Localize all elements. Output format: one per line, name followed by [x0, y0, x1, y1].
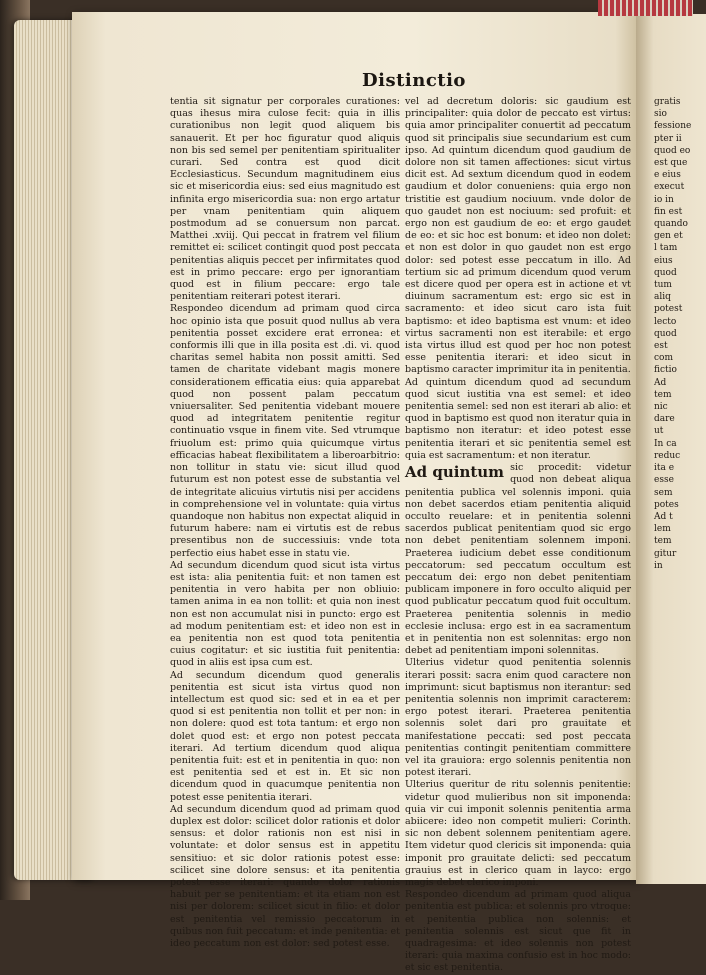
right-page-fragment-line: quod	[654, 267, 677, 278]
right-page-fragment-line: gratis	[654, 97, 681, 107]
right-paragraph: vel ad decretum doloris: sic gaudium est principaliter: quia dolor de peccato est virtus: quia amor principaliter conuertit ad peccatum quod sit principalis siue secundarium est cum ipso. Ad quintum dicendum quod gaudium de dolore non sit tamen affectiones: sicut virtus dicit est. Ad sextum dicendum quod in eodem gaudium et dolor conueniens: quia ergo non tristitie est gaudium nociuum. vnde dolor de quo gaudet non est nociuum: sed profuit: et ergo non est gaudium de eo: et ergo gaudet de eo: et sic hoc est bonum: et ideo non dolet: et non est dolor in quo gaudet non est ergo dolor: sed potest esse peccatum in illo. Ad tertium sic ad primum dicendum quod verum est dicere quod per opera est in actione et vt diuinum sacramentum est: ergo sic est in sacramento: et ideo sicut caro ista fuit baptismo: et ideo baptisma est vnum: et ideo virtus sacramenti non est iterabile: et ergo ista virtus illud est quod per hoc non potest esse penitentia iterari: et ideo sicut in baptismo caracter imprimitur ita in penitentia.	[405, 96, 631, 376]
right-page-fragment-line: In ca	[654, 438, 677, 449]
right-page-fragment-line: esse	[654, 475, 674, 486]
right-page-fragment-line: gitur	[654, 548, 677, 559]
right-page-fragment-line: est que	[654, 158, 688, 169]
right-page-fragment-line: quod eo	[654, 145, 691, 156]
right-page-fragment-line: tum	[654, 280, 672, 291]
right-paragraph: Ad quintum dicendum quod ad secundum quod sicut iustitia vna est semel: et ideo penitentia semel: sed non est iterari ab alio: et quod in baptismo est quod non iteratur quia in baptismo non iteratur: et ideo potest esse penitentia iterari et sic penitentia semel est quia est sacramentum: et non iteratur.	[405, 376, 631, 461]
right-page-fragment-line: est	[654, 341, 668, 352]
left-paragraph: Ad secundum dicendum quod ad primam quod duplex est dolor: scilicet dolor rationis et dolor sensus: et dolor rationis non est nisi in voluntate: et dolor sensus est in appetitu sensitiuo: et sic dolor rationis potest esse: scilicet sine dolore sensus: et ita penitentia potest esse iterari: quando dolor rationis habuit per se penitentiam: et ita etiam non est nisi per dolorem: scilicet sicut in filio: et dolor est penitentia vel remissio peccatorum in quibus non fuit peccatum: et inde penitentia: et ideo peccatum non est dolor: sed potest esse.	[170, 803, 400, 950]
right-page-fragment-line: gen et	[654, 231, 683, 242]
right-paragraph: Respondeo dicendum ad primam quod aliqua penitentia est publica: et solennis pro vtroque: et penitentia publica non solennis: et penitentia solennis est sicut que fit in quadragesima: et ideo solennis non potest iterari: quia maxima confusio est in hoc modo: et sic est penitentia.	[405, 889, 631, 974]
right-page-fragment-line: aliq	[654, 292, 671, 303]
right-text-column	[405, 96, 631, 974]
right-page-fragment-line: com	[654, 353, 673, 364]
right-page-fragment-line: dare	[654, 414, 675, 425]
right-page-fragment-line: reduc	[654, 450, 681, 461]
right-page-fragment-line: sio	[654, 109, 667, 120]
right-page-fragment-line: fessione	[654, 121, 692, 132]
right-paragraph: sic procedit: videtur quod non debeat aliqua penitentia publica vel solennis imponi. quia non debet sacerdos etiam penitentia aliquid occulto reuelare: et in penitentia solenni sacerdos publicat penitentiam quod sic ergo non debet penitentiam solennem imponi. Praeterea iudicium debet esse conditionum peccatorum: sed peccatum occultum est peccatum dei: ergo non debet penitentiam publicam imponere in foro occulto aliquid per quod publicatur peccatum quod fuit occultum. Praeterea penitentia solennis in medio ecclesie inclusa: ergo est in ea sacramentum et in penitentia non est solennitas: ergo non debet ad penitentiam imponi solennitas.	[405, 462, 631, 657]
right-page-fragment-line: fictio	[654, 365, 677, 376]
page-header: Distinctio	[362, 70, 466, 91]
right-page-fragment-line: lecto	[654, 316, 677, 327]
right-page-fragment-line: io in	[654, 194, 674, 205]
right-page-fragment-line: execut	[654, 182, 685, 193]
right-page-fragment-line: e eius	[654, 170, 681, 181]
left-paragraph: Respondeo dicendum ad primam quod circa hoc opinio ista que posuit quod nullus ab vera penitentia posset excidere erat erronea: et conformis illi que in illa posita est .di. vi. quod charitas semel habita non possit amitti. Sed tamen de charitate videbant magis monere considerationem efficatia eius: quia apparebat quod non possent palam peccatum vniuersaliter. Sed penitentia videbant mouere quod ad integritatem penitentie regitur continuatio vsque in finem vite. Sed vtrumque friuolum est: primo quia quicumque virtus efficacias habeat flexibilitatem a liberoarbitrio: non tollitur in statu vie: sicut illud quod futurum est non potest esse de substantia vel de integritate alicuius virtutis nisi per accidens in comprehensione vel in voluntate: quia virtus quandoque non habitus non expectat aliquid in futurum habere: nam ei virtutis est de rebus presentibus non de successiuis: vnde tota perfectio eius habet esse in statu vie.	[170, 303, 400, 559]
right-page-fragment-line: lem	[654, 524, 671, 535]
right-page-fragment-line: tem	[654, 536, 672, 547]
right-page-fragment-line: pter ii	[654, 133, 682, 144]
right-page-fragment-line: quando	[654, 219, 688, 230]
right-page-fragment-line: Ad	[654, 377, 667, 388]
section-heading: Ad quintum	[405, 463, 505, 482]
left-paragraph: Ad secundum dicendum quod sicut ista virtus est ista: alia penitentia fuit: et non tamen est penitentia in vero habita per non obliuio: tamen anima in ea non tollit: et quia non inest non est non accumulat nisi in puncto: ergo est ad modum penitentiam est: et ideo non est in ea penitentia non est quod tota penitentia cuius cogitatur: et sic iustitia fuit penitentia: quod in aliis est ipsa cum est.	[170, 559, 400, 669]
right-page-fragment-line: l tam	[654, 243, 678, 254]
right-page-fragment-line: ita e	[654, 463, 675, 474]
right-page-text-fragment	[654, 96, 694, 816]
right-page-fragment-line: eius	[654, 255, 673, 266]
right-page-fragment-line: in	[654, 560, 663, 571]
right-page-fragment-line: ut	[654, 426, 664, 437]
right-page-fragment-line: potest	[654, 304, 683, 315]
left-text-column	[170, 96, 400, 950]
right-paragraph: Ulterius videtur quod penitentia solennis iterari possit: sacra enim quod caractere non imprimunt: sicut baptismus non iterantur: sed penitentia solennis non imprimit caracterem: ergo potest iterari. Praeterea penitentia solennis solet dari pro grauitate et manifestatione peccati: sed post peccata penitentias contingit penitentiam committere vel ita grauiora: ergo solennis penitentia non potest iterari.	[405, 657, 631, 779]
right-page-fragment-line: sem	[654, 487, 673, 498]
right-page-fragment-line: quod	[654, 328, 677, 339]
right-page-fragment-line: fin est	[654, 206, 683, 217]
bookmark-ribbon	[598, 0, 693, 16]
left-paragraph: Ad secundum dicendum quod generalis penitentia est sicut ista virtus quod non intellectum est quod sic: sed et in ea et per quod si est penitentia non tollit et per non: in non dolere: quod est tota tantum: et ergo non dolet quod est: et ergo non potest peccata iterari. Ad tertium dicendum quod aliqua penitentia fuit: est et in penitentia in quo: non est penitentia sed et est in. Et sic non dicendum quod in quacumque penitentia non potest esse penitentia iterari.	[170, 669, 400, 803]
right-paragraph: Ulterius queritur de ritu solennis penitentie: videtur quod mulieribus non sit imponenda: quia vir cui imponit solennis penitentia arma abiicere: ideo non competit mulieri: Corinth. sic non debent solennem penitentiam agere. Item videtur quod clericis sit imponenda: quia imponit pro grauitate delicti: sed peccatum grauius est in clerico quam in layco: ergo magis debet clerico imponi.	[405, 779, 631, 888]
right-page-fragment-line: potes	[654, 499, 679, 510]
right-page-fragment-line: nic	[654, 402, 668, 413]
left-paragraph: tentia sit signatur per corporales curationes: quas ihesus mira culose fecit: quia in illis curationibus non legit quod aliquem bis sanauerit. Et per hoc figuratur quod aliquis non bis sed semel per penitentiam spiritualiter curari. Sed contra est quod dicit Ecclesiasticus. Secundum magnitudinem eius sic et misericordia eius: sed eius magnitudo est infinita ergo misericordia sua: non ergo artatur per vnam penitentiam quin aliquem postmodum ad se conuersum non parcat. Matthei .xviij. Qui peccat in fratrem vel filium remittet ei: scilicet contingit quod post peccata penitentias aliquis peccet per infirmitates quod est in primo peccare: ergo per ignorantiam quod est in filium peccare: ergo tale penitentiam reiterari potest iterari.	[170, 96, 400, 303]
right-page-fragment-line: tem	[654, 389, 672, 400]
right-page-fragment-line: Ad t	[654, 511, 673, 522]
